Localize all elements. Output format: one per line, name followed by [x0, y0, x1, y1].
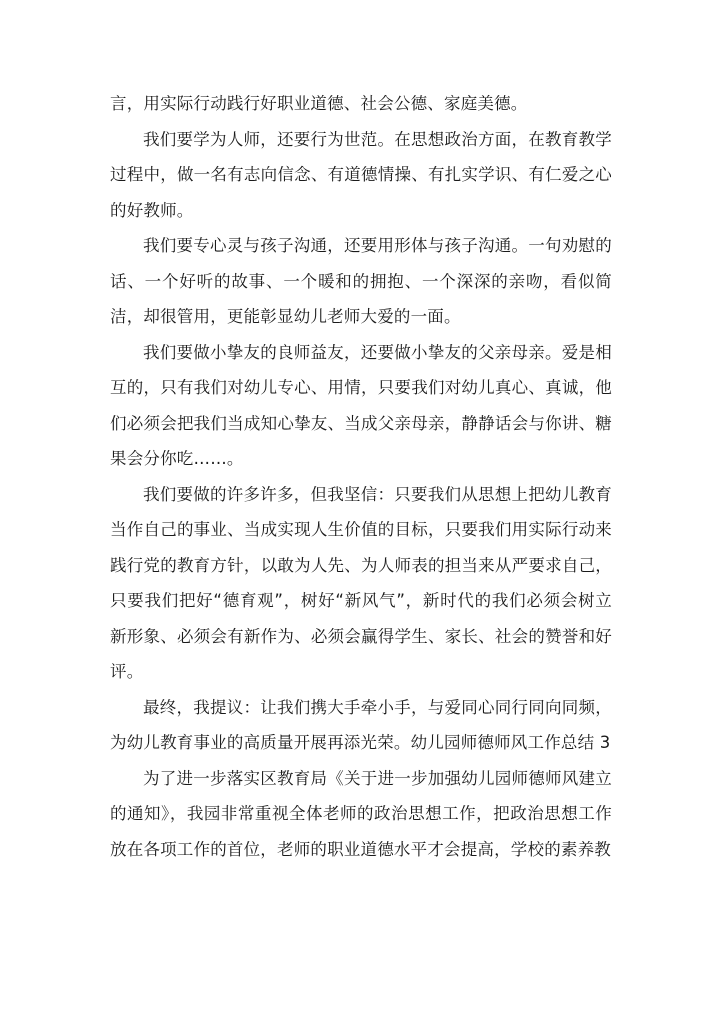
paragraph-1: 言，用实际行动践行好职业道德、社会公德、家庭美德。: [110, 94, 528, 113]
paragraph-3: 我们要专心灵与孩子沟通，还要用形体与孩子沟通。一句劝慰的话、一个好听的故事、一个暖和的拥抱、一个深深的亲吻，看似简洁，却很管用，更能彰显幼儿老师大爱的一面。: [110, 236, 612, 326]
paragraph-5: 我们要做的许多许多，但我坚信：只要我们从思想上把幼儿教育当作自己的事业、当成实现人生价值的目标，只要我们用实际行动来践行党的教育方针，以敢为人先、为人师表的担当来从严要求自己，只要我们把好“德育观”，树好“新风气”，新时代的我们必须会树立新形象、必须会有新作为、必须会赢得学生、家长、社会的赞誉和好评。: [110, 484, 612, 681]
document-body: [110, 86, 612, 867]
paragraph-6: 最终，我提议：让我们携大手牵小手，与爱同心同行同向同频，为幼儿教育事业的高质量开展再添光荣。幼儿园师德师风工作总结 3: [110, 697, 612, 752]
paragraph-4: 我们要做小挚友的良师益友，还要做小挚友的父亲母亲。爱是相互的，只有我们对幼儿专心、用情，只要我们对幼儿真心、真诚，他们必须会把我们当成知心挚友、当成父亲母亲，静静话会与你讲、糖果会分你吃……。: [110, 342, 612, 468]
paragraph-7: 为了进一步落实区教育局《关于进一步加强幼儿园师德师风建立的通知》，我园非常重视全体老师的政治思想工作，把政治思想工作放在各项工作的首位，老师的职业道德水平才会提高，学校的素养教: [110, 768, 612, 859]
paragraph-2: 我们要学为人师，还要行为世范。在思想政治方面，在教育教学过程中，做一名有志向信念、有道德情操、有扎实学识、有仁爱之心的好教师。: [110, 129, 612, 220]
